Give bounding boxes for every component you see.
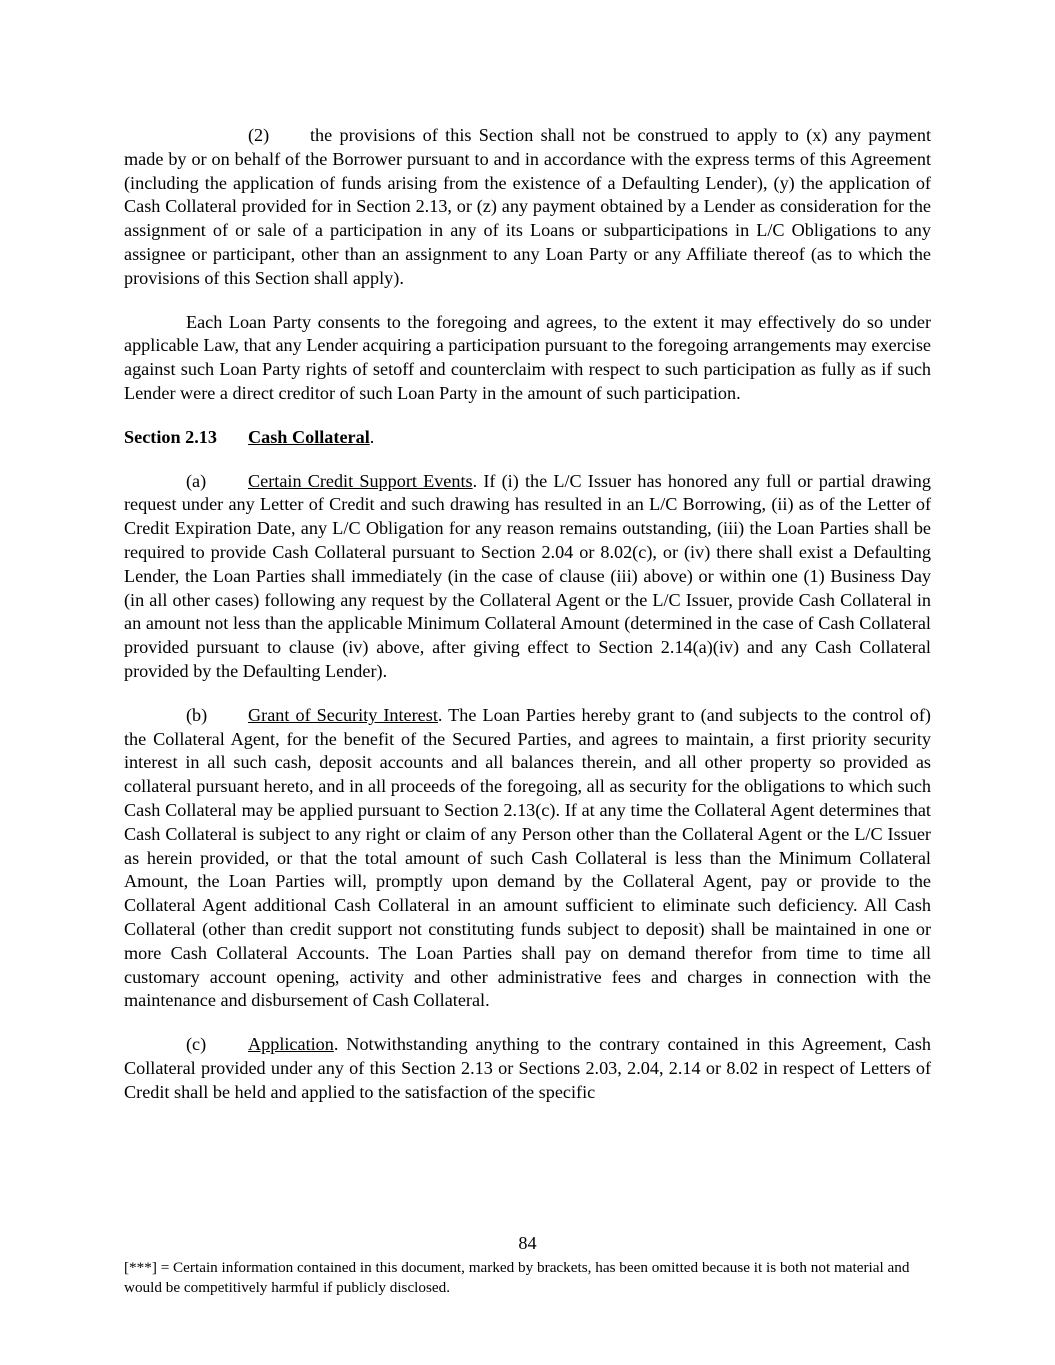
consent-paragraph: Each Loan Party consents to the foregoing and agrees, to the extent it may effectively do so under applicable Law, that any Lender acquiring a participation pursuant to the foregoing arrangements may exercise against such Loan Party rights of setoff and counterclaim with respect to such participation as fully as if such Lender were a direct creditor of such Loan Party in the amount of such participation. [124, 311, 931, 403]
paragraph-a-heading: Certain Credit Support Events [248, 470, 473, 491]
section-title: Cash Collateral [248, 426, 370, 447]
section-heading [124, 426, 931, 450]
paragraph-b-text: . The Loan Parties hereby grant to (and subjects to the control of) the Collateral Agent, for the benefit of the Secured Parties, and agrees to maintain, a first priority security interest in all such cash, deposit accounts and all balances therein, and all other property so provided as collateral pursuant hereto, and in all proceeds of the foregoing, all as security for the obligations to which such Cash Collateral may be applied pursuant to Section 2.13(c). If at any time the Collateral Agent determines that Cash Collateral is subject to any right or claim of any Person other than the Collateral Agent or the L/C Issuer as herein provided, or that the total amount of such Cash Collateral is less than the Minimum Collateral Amount, the Loan Parties will, promptly upon demand by the Collateral Agent, pay or provide to the Collateral Agent additional Cash Collateral in an amount sufficient to eliminate such deficiency. All Cash Collateral (other than credit support not constituting funds subject to deposit) shall be maintained in one or more Cash Collateral Accounts. The Loan Parties shall pay on demand therefor from time to time all customary account opening, activity and other administrative fees and charges in connection with the maintenance and disbursement of Cash Collateral. [124, 704, 931, 1011]
document-page [124, 124, 931, 1296]
footnote: [***] = Certain information contained in this document, marked by brackets, has been omitted because it is both not material and would be competitively harmful if publicly disclosed. [124, 1259, 910, 1296]
paragraph-c-marker: (c) [186, 1034, 207, 1055]
paragraph-a-text: . If (i) the L/C Issuer has honored any full or partial drawing request under any Letter of Credit and such drawing has resulted in an L/C Borrowing, (ii) as of the Letter of Credit Expiration Date, any L/C Obligation for any reason remains outstanding, (iii) the Loan Parties shall be required to provide Cash Collateral pursuant to Section 2.04 or 8.02(c), or (iv) there shall exist a Defaulting Lender, the Loan Parties shall immediately (in the case of clause (iii) above) or within one (1) Business Day (in all other cases) following any request by the Collateral Agent or the L/C Issuer, provide Cash Collateral in an amount not less than the applicable Minimum Collateral Amount (determined in the case of Cash Collateral provided pursuant to clause (iv) above, after giving effect to Section 2.14(a)(iv) and any Cash Collateral provided by the Defaulting Lender). [124, 470, 931, 681]
paragraph-b-heading: Grant of Security Interest [248, 704, 438, 725]
page-number: 84 [518, 1233, 537, 1253]
paragraph-c [124, 1033, 931, 1104]
paragraph-2-marker: (2) [248, 125, 270, 145]
paragraph-c-heading: Application [248, 1034, 334, 1055]
paragraph-a [124, 470, 931, 684]
paragraph-2 [124, 124, 931, 291]
section-number: Section 2.13 [124, 426, 217, 447]
paragraph-c-text: . Notwithstanding anything to the contrary contained in this Agreement, Cash Collateral provided under any of this Section 2.13 or Sections 2.03, 2.04, 2.14 or 8.02 in respect of Letters of Credit shall be held and applied to the satisfaction of the specific [124, 1034, 931, 1102]
paragraph-b [124, 704, 931, 1013]
paragraph-b-marker: (b) [186, 704, 208, 725]
section-title-period: . [369, 426, 375, 447]
paragraph-2-text: the provisions of this Section shall not be construed to apply to (x) any payment made by or on behalf of the Borrower pursuant to and in accordance with the express terms of this Agreement (including the application of funds arising from the existence of a Defaulting Lender), (y) the application of Cash Collateral provided for in Section 2.13, or (z) any payment obtained by a Lender as consideration for the assignment of or sale of a participation in any of its Loans or subparticipations in L/C Obligations to any assignee or participant, other than an assignment to any Loan Party or any Affiliate thereof (as to which the provisions of this Section shall apply). [124, 125, 931, 288]
paragraph-a-marker: (a) [186, 470, 207, 491]
